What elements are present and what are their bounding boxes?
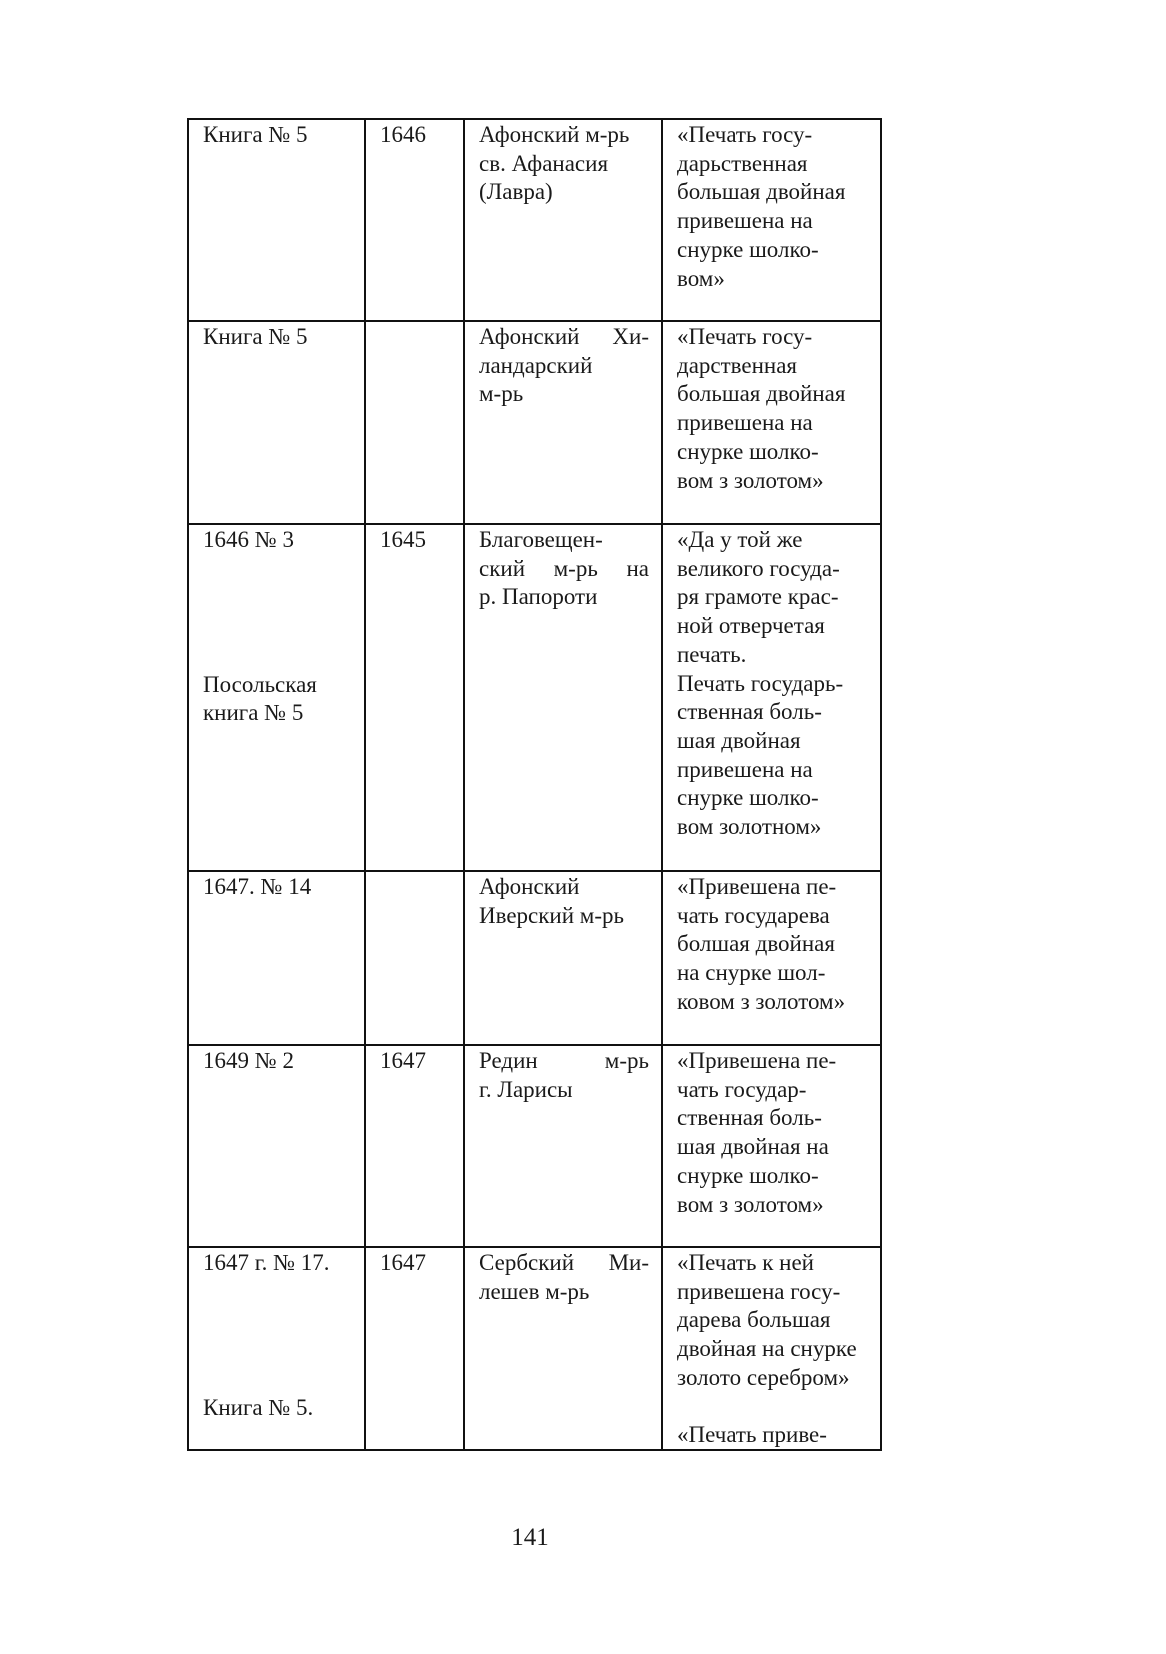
seal-line: Печать государь- — [677, 670, 844, 696]
year-cell — [365, 119, 464, 321]
seal-line: золото серебром» — [677, 1364, 850, 1390]
source-cell — [188, 1045, 365, 1247]
monastery-cell — [464, 321, 662, 524]
seal-line: ственная боль- — [677, 1105, 822, 1131]
table-row — [188, 871, 881, 1045]
seal-cell — [662, 871, 881, 1045]
seal-line: «Да у той же — [677, 527, 803, 552]
seal-line: на снурке шол- — [677, 960, 826, 986]
seal-line: снурке шолко- — [677, 1162, 819, 1188]
seal-line: болшая двойная — [677, 931, 835, 957]
seal-cell — [662, 1247, 881, 1450]
seal-line: снурке шолко- — [677, 236, 819, 262]
seal-line: «Привешена пе- — [677, 1048, 837, 1073]
seal-line: «Привешена пе- — [677, 874, 837, 899]
word: на — [626, 555, 649, 581]
source-cell — [188, 871, 365, 1045]
monastery-line: Афонский м-рь — [479, 122, 630, 147]
seal-line: шая двойная на — [677, 1134, 829, 1160]
seal-line: «Печать госу- — [677, 122, 813, 147]
seal-line: привешена на — [677, 410, 813, 436]
seal-line: великого госуда- — [677, 555, 840, 581]
word: Редин — [479, 1048, 538, 1073]
word: Хи- — [612, 324, 649, 349]
seal-cell — [662, 321, 881, 524]
seal-cell — [662, 1045, 881, 1247]
table-row — [188, 1045, 881, 1247]
monastery-line: г. Ларисы — [479, 1076, 573, 1102]
year-text: 1646 — [380, 122, 426, 147]
year-text: 1647 — [380, 1250, 426, 1275]
source-cell — [188, 524, 365, 871]
table-row — [188, 524, 881, 871]
seal-line: снурке шолко- — [677, 438, 819, 464]
table-row — [188, 119, 881, 321]
word: м-рь — [604, 1048, 649, 1073]
seal-line: вом» — [677, 265, 725, 291]
monastery-line: (Лавра) — [479, 179, 553, 205]
seal-line: большая двойная — [677, 381, 846, 407]
monastery-cell — [464, 119, 662, 321]
monastery-line — [479, 323, 649, 352]
seal-line: большая двойная — [677, 179, 846, 205]
seal-line: вом золотном» — [677, 814, 822, 840]
seal-line: вом з золотом» — [677, 1191, 824, 1217]
source-cell — [188, 119, 365, 321]
year-cell — [365, 321, 464, 524]
word: Сербский — [479, 1250, 575, 1275]
monastery-line: Афонский — [479, 874, 580, 899]
year-text: 1647 — [380, 1048, 426, 1073]
seal-cell — [662, 119, 881, 321]
source-line: 1649 № 2 — [203, 1048, 294, 1073]
seal-line: ковом з золотом» — [677, 988, 846, 1014]
monastery-line — [479, 555, 649, 584]
year-cell — [365, 524, 464, 871]
monastery-line: Иверский м-рь — [479, 902, 624, 928]
spacer — [203, 613, 352, 671]
source-line: Книга № 5 — [203, 324, 308, 349]
monastery-cell — [464, 871, 662, 1045]
seal-line: дарьственная — [677, 150, 808, 176]
word: Ми- — [608, 1250, 649, 1275]
spacer — [203, 555, 352, 613]
source-line: Книга № 5. — [203, 1394, 314, 1420]
monastery-line — [479, 1047, 649, 1076]
seal-line: двойная на снурке — [677, 1336, 857, 1362]
monastery-cell — [464, 1247, 662, 1450]
source-cell — [188, 321, 365, 524]
spacer — [203, 1278, 352, 1336]
source-line: Книга № 5 — [203, 122, 308, 147]
word: Афонский — [479, 324, 580, 349]
word: ский — [479, 555, 525, 581]
source-line: книга № 5 — [203, 700, 304, 726]
source-line: Посольская — [203, 671, 317, 697]
year-text: 1645 — [380, 527, 426, 552]
monastery-line: св. Афанасия — [479, 150, 609, 176]
monastery-cell — [464, 524, 662, 871]
monastery-cell — [464, 1045, 662, 1247]
seal-line: ственная боль- — [677, 699, 822, 725]
seal-line: печать. — [677, 641, 747, 667]
seal-line: привешена госу- — [677, 1278, 841, 1304]
source-cell — [188, 1247, 365, 1450]
table-row — [188, 321, 881, 524]
monastery-line — [479, 1249, 649, 1278]
seal-line: чать государ- — [677, 1076, 807, 1102]
source-line: 1646 № 3 — [203, 527, 294, 552]
monastery-line: ландарский — [479, 352, 593, 378]
year-cell — [365, 871, 464, 1045]
seal-line: ной отверчетая — [677, 613, 825, 639]
seal-line: снурке шолко- — [677, 785, 819, 811]
seal-line: вом з золотом» — [677, 467, 824, 493]
seal-cell — [662, 524, 881, 871]
seal-line: «Печать к ней — [677, 1250, 814, 1275]
monastery-line: м-рь — [479, 381, 524, 407]
monastery-line: Благовещен- — [479, 527, 603, 552]
word: м-рь — [553, 555, 598, 581]
archive-table — [187, 118, 882, 1451]
seal-line: привешена на — [677, 756, 813, 782]
page-number: 141 — [511, 1524, 549, 1551]
year-cell — [365, 1045, 464, 1247]
seal-line: привешена на — [677, 208, 813, 234]
spacer — [203, 1336, 352, 1394]
seal-line: «Печать приве- — [677, 1421, 827, 1447]
monastery-line: р. Папороти — [479, 584, 598, 610]
seal-line: «Печать госу- — [677, 324, 813, 349]
year-cell — [365, 1247, 464, 1450]
monastery-line: лешев м-рь — [479, 1278, 590, 1304]
seal-line: дарева большая — [677, 1307, 831, 1333]
seal-line: дарственная — [677, 352, 798, 378]
seal-line: ря грамоте крас- — [677, 584, 839, 610]
source-line: 1647. № 14 — [203, 874, 312, 899]
table-row — [188, 1247, 881, 1450]
seal-line: шая двойная — [677, 727, 801, 753]
seal-line: чать государева — [677, 902, 830, 928]
source-line: 1647 г. № 17. — [203, 1250, 330, 1275]
